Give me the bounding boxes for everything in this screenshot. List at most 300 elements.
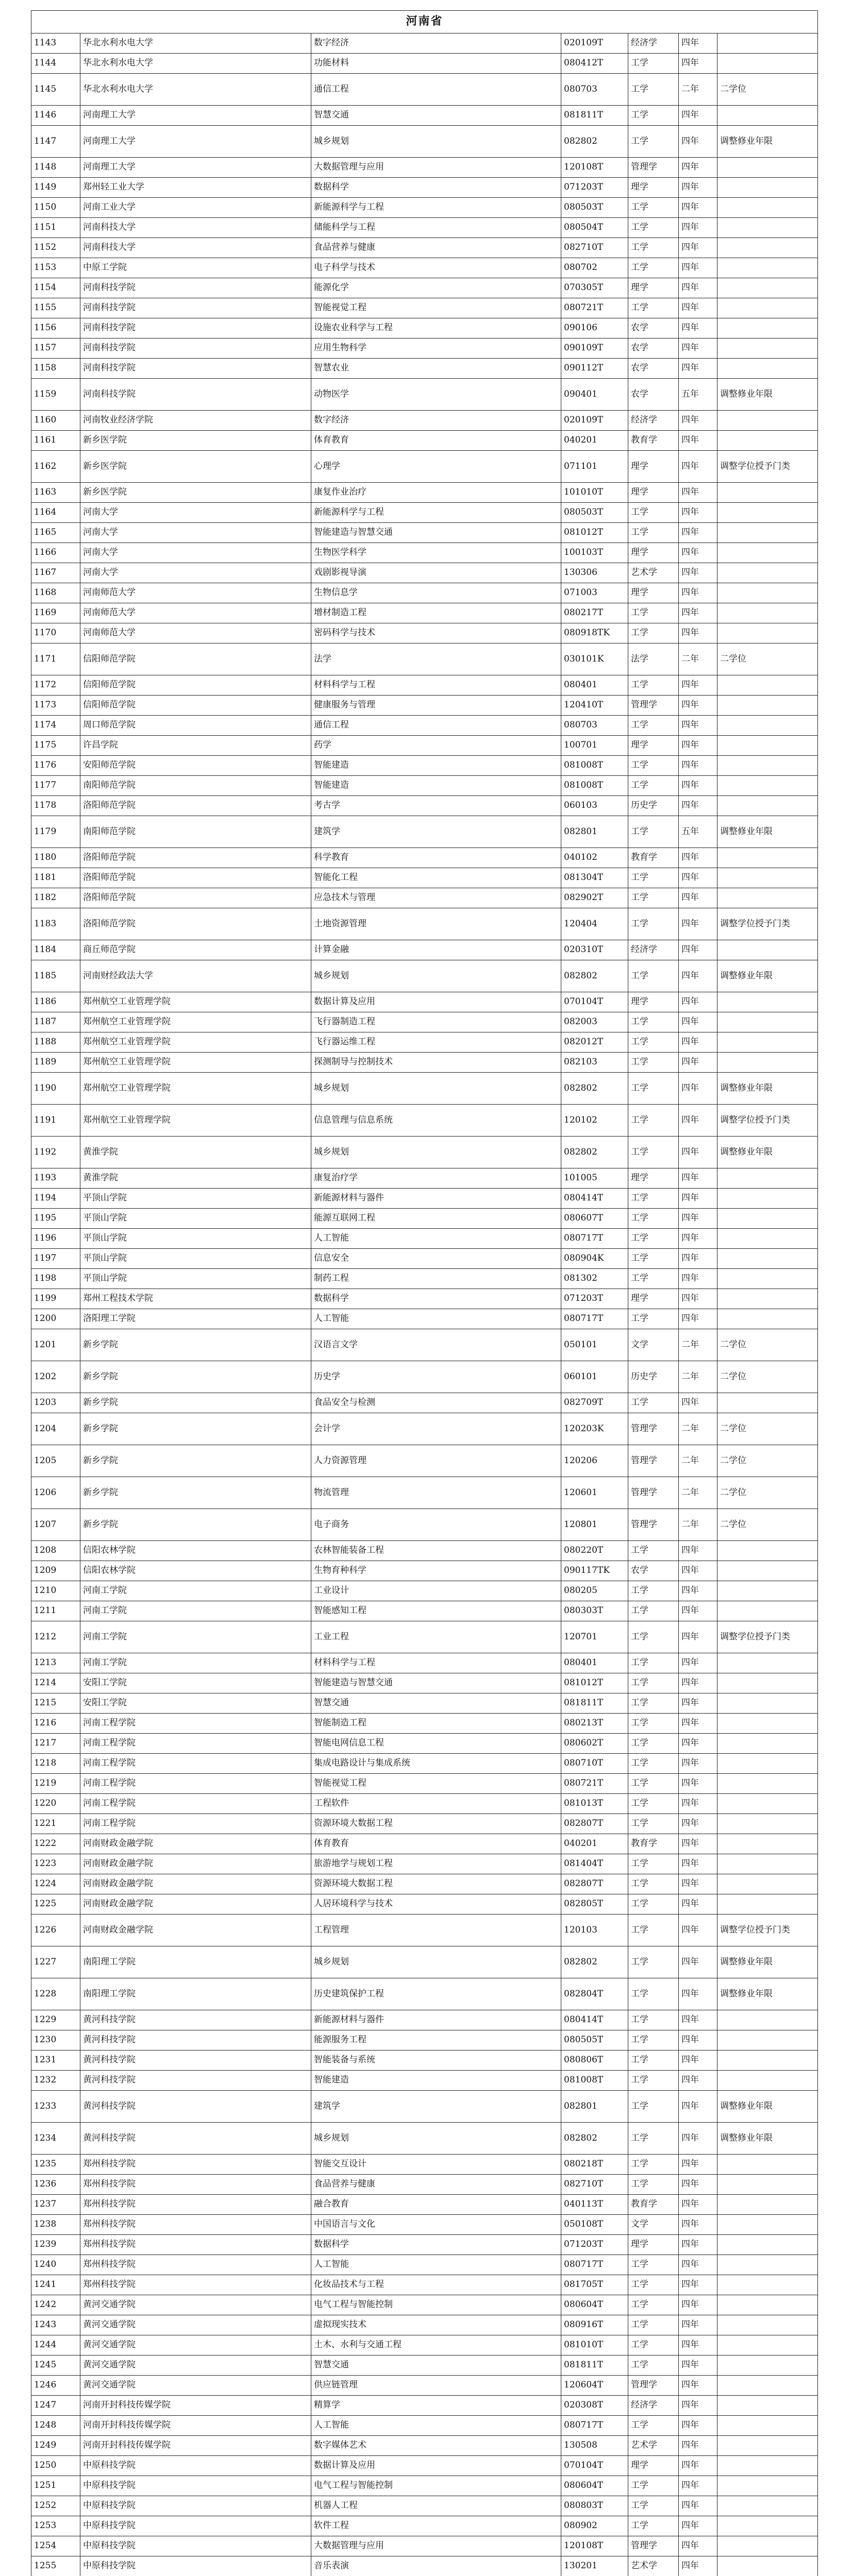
- school-name: 郑州航空工业管理学院: [80, 992, 311, 1012]
- remark: 调整修业年限: [717, 1946, 818, 1978]
- major-code: 082103: [561, 1053, 628, 1073]
- major-code: 082802: [561, 1946, 628, 1978]
- degree-category: 工学: [628, 523, 679, 543]
- major-name: 材料科学与工程: [311, 675, 561, 696]
- remark: 调整修业年限: [717, 126, 818, 158]
- major-code: 080916T: [561, 2315, 628, 2335]
- school-name: 郑州航空工业管理学院: [80, 1105, 311, 1137]
- major-name: 康复治疗学: [311, 1168, 561, 1189]
- row-number: 1172: [31, 675, 80, 696]
- remark: [717, 563, 818, 583]
- degree-category: 工学: [628, 1581, 679, 1601]
- school-name: 新乡医学院: [80, 431, 311, 451]
- school-name: 郑州科技学院: [80, 2195, 311, 2215]
- row-number: 1215: [31, 1693, 80, 1714]
- school-name: 信阳师范学院: [80, 675, 311, 696]
- province-title: 河南省: [31, 11, 818, 33]
- degree-category: 艺术学: [628, 2436, 679, 2456]
- major-code: 082003: [561, 1012, 628, 1032]
- row-number: 1242: [31, 2295, 80, 2315]
- study-length: 五年: [679, 816, 717, 848]
- degree-category: 历史学: [628, 796, 679, 816]
- study-length: 四年: [679, 2091, 717, 2123]
- remark: [717, 2071, 818, 2091]
- remark: [717, 868, 818, 888]
- table-row: [31, 359, 818, 379]
- school-name: 河南工学院: [80, 1653, 311, 1673]
- major-code: 080703: [561, 74, 628, 106]
- major-code: 081012T: [561, 1673, 628, 1693]
- row-number: 1150: [31, 198, 80, 218]
- school-name: 黄河交通学院: [80, 2376, 311, 2396]
- row-number: 1149: [31, 178, 80, 198]
- table-row: [31, 1754, 818, 1774]
- school-name: 河南工学院: [80, 1621, 311, 1653]
- school-name: 河南科技学院: [80, 298, 311, 318]
- degree-category: 工学: [628, 238, 679, 258]
- school-name: 中原科技学院: [80, 2536, 311, 2556]
- remark: [717, 158, 818, 178]
- major-name: 动物医学: [311, 379, 561, 411]
- school-name: 洛阳师范学院: [80, 888, 311, 908]
- major-name: 戏剧影视导演: [311, 563, 561, 583]
- table-row: [31, 338, 818, 359]
- school-name: 河南工程学院: [80, 1734, 311, 1754]
- degree-category: 理学: [628, 451, 679, 483]
- remark: [717, 1653, 818, 1673]
- table-row: [31, 1105, 818, 1137]
- major-name: 虚拟现实技术: [311, 2315, 561, 2335]
- table-row: [31, 1393, 818, 1413]
- major-name: 应急技术与管理: [311, 888, 561, 908]
- study-length: 四年: [679, 411, 717, 431]
- table-row: [31, 2335, 818, 2355]
- school-name: 华北水利水电大学: [80, 33, 311, 54]
- row-number: 1180: [31, 848, 80, 868]
- degree-category: 工学: [628, 106, 679, 126]
- study-length: 四年: [679, 503, 717, 523]
- major-name: 电气工程与智能控制: [311, 2295, 561, 2315]
- major-name: 农林智能装备工程: [311, 1541, 561, 1561]
- school-name: 南阳师范学院: [80, 776, 311, 796]
- remark: [717, 1794, 818, 1814]
- study-length: 四年: [679, 1914, 717, 1946]
- major-name: 能源互联网工程: [311, 1209, 561, 1229]
- degree-category: 工学: [628, 2071, 679, 2091]
- row-number: 1197: [31, 1249, 80, 1269]
- row-number: 1229: [31, 2010, 80, 2030]
- row-number: 1237: [31, 2195, 80, 2215]
- major-code: 081404T: [561, 1854, 628, 1874]
- school-name: 平顶山学院: [80, 1209, 311, 1229]
- degree-category: 理学: [628, 483, 679, 503]
- remark: [717, 2195, 818, 2215]
- school-name: 河南理工大学: [80, 126, 311, 158]
- major-name: 资源环境大数据工程: [311, 1874, 561, 1894]
- degree-category: 工学: [628, 298, 679, 318]
- degree-category: 工学: [628, 1012, 679, 1032]
- study-length: 四年: [679, 1774, 717, 1794]
- degree-category: 艺术学: [628, 2556, 679, 2576]
- row-number: 1152: [31, 238, 80, 258]
- major-name: 机器人工程: [311, 2496, 561, 2516]
- major-name: 汉语言文学: [311, 1329, 561, 1361]
- school-name: 河南工学院: [80, 1601, 311, 1621]
- row-number: 1178: [31, 796, 80, 816]
- major-code: 130306: [561, 563, 628, 583]
- major-name: 新能源科学与工程: [311, 503, 561, 523]
- major-name: 数据计算及应用: [311, 2456, 561, 2476]
- major-name: 建筑学: [311, 816, 561, 848]
- table-row: [31, 1249, 818, 1269]
- row-number: 1170: [31, 623, 80, 643]
- school-name: 河南财政金融学院: [80, 1834, 311, 1854]
- study-length: 四年: [679, 675, 717, 696]
- degree-category: 工学: [628, 1693, 679, 1714]
- major-code: 080414T: [561, 1189, 628, 1209]
- major-name: 体育教育: [311, 1834, 561, 1854]
- study-length: 四年: [679, 2010, 717, 2030]
- school-name: 黄河交通学院: [80, 2355, 311, 2376]
- degree-category: 工学: [628, 1714, 679, 1734]
- remark: 二学位: [717, 1329, 818, 1361]
- table-row: [31, 1621, 818, 1653]
- remark: [717, 2536, 818, 2556]
- degree-category: 工学: [628, 1053, 679, 1073]
- major-code: 090117TK: [561, 1561, 628, 1581]
- remark: [717, 1269, 818, 1289]
- major-code: 082012T: [561, 1032, 628, 1053]
- table-row: [31, 563, 818, 583]
- major-code: 082807T: [561, 1814, 628, 1834]
- row-number: 1156: [31, 318, 80, 338]
- study-length: 四年: [679, 1561, 717, 1581]
- major-name: 城乡规划: [311, 1073, 561, 1105]
- major-code: 090109T: [561, 338, 628, 359]
- remark: [717, 1581, 818, 1601]
- remark: [717, 238, 818, 258]
- table-row: [31, 523, 818, 543]
- degree-category: 工学: [628, 1794, 679, 1814]
- school-name: 华北水利水电大学: [80, 74, 311, 106]
- row-number: 1174: [31, 716, 80, 736]
- school-name: 中原科技学院: [80, 2516, 311, 2536]
- row-number: 1191: [31, 1105, 80, 1137]
- degree-category: 工学: [628, 2496, 679, 2516]
- study-length: 四年: [679, 2215, 717, 2235]
- major-code: 071203T: [561, 178, 628, 198]
- remark: 二学位: [717, 1413, 818, 1445]
- study-length: 四年: [679, 1012, 717, 1032]
- major-code: 080803T: [561, 2496, 628, 2516]
- degree-category: 工学: [628, 2476, 679, 2496]
- major-code: 020109T: [561, 33, 628, 54]
- table-row: [31, 848, 818, 868]
- table-row: [31, 1053, 818, 1073]
- major-code: 040113T: [561, 2195, 628, 2215]
- study-length: 四年: [679, 2071, 717, 2091]
- table-row: [31, 992, 818, 1012]
- table-row: [31, 503, 818, 523]
- row-number: 1160: [31, 411, 80, 431]
- row-number: 1189: [31, 1053, 80, 1073]
- school-name: 平顶山学院: [80, 1269, 311, 1289]
- degree-category: 理学: [628, 736, 679, 756]
- remark: 调整学位授予门类: [717, 1621, 818, 1653]
- school-name: 郑州工程技术学院: [80, 1289, 311, 1309]
- school-name: 黄淮学院: [80, 1168, 311, 1189]
- remark: [717, 716, 818, 736]
- major-name: 探测制导与控制技术: [311, 1053, 561, 1073]
- major-name: 城乡规划: [311, 960, 561, 992]
- major-code: 080902: [561, 2516, 628, 2536]
- table-row: [31, 298, 818, 318]
- major-code: 080717T: [561, 1229, 628, 1249]
- major-name: 新能源材料与器件: [311, 1189, 561, 1209]
- major-code: 030101K: [561, 643, 628, 675]
- major-name: 城乡规划: [311, 1137, 561, 1168]
- school-name: 安阳师范学院: [80, 756, 311, 776]
- table-row: [31, 126, 818, 158]
- major-code: 080503T: [561, 198, 628, 218]
- major-name: 智能感知工程: [311, 1601, 561, 1621]
- remark: [717, 2050, 818, 2071]
- major-name: 智能装备与系统: [311, 2050, 561, 2071]
- major-code: 120206: [561, 1445, 628, 1477]
- major-code: 081008T: [561, 756, 628, 776]
- study-length: 四年: [679, 1541, 717, 1561]
- major-name: 中国语言与文化: [311, 2215, 561, 2235]
- table-row: [31, 2091, 818, 2123]
- row-number: 1220: [31, 1794, 80, 1814]
- school-name: 黄河科技学院: [80, 2010, 311, 2030]
- remark: [717, 583, 818, 603]
- remark: [717, 736, 818, 756]
- school-name: 河南科技学院: [80, 338, 311, 359]
- study-length: 四年: [679, 1734, 717, 1754]
- remark: [717, 2215, 818, 2235]
- remark: [717, 1601, 818, 1621]
- major-name: 数字经济: [311, 33, 561, 54]
- major-code: 130201: [561, 2556, 628, 2576]
- study-length: 四年: [679, 54, 717, 74]
- row-number: 1232: [31, 2071, 80, 2091]
- table-row: [31, 2456, 818, 2476]
- remark: [717, 1229, 818, 1249]
- remark: 调整学位授予门类: [717, 908, 818, 940]
- study-length: 二年: [679, 643, 717, 675]
- row-number: 1236: [31, 2175, 80, 2195]
- table-row: [31, 1361, 818, 1393]
- major-code: 080401: [561, 675, 628, 696]
- major-code: 080604T: [561, 2476, 628, 2496]
- school-name: 河南工程学院: [80, 1754, 311, 1774]
- major-name: 人工智能: [311, 1309, 561, 1329]
- row-number: 1212: [31, 1621, 80, 1653]
- table-row: [31, 2355, 818, 2376]
- remark: [717, 675, 818, 696]
- table-row: [31, 2215, 818, 2235]
- study-length: 四年: [679, 2476, 717, 2496]
- major-code: 060101: [561, 1361, 628, 1393]
- degree-category: 历史学: [628, 1361, 679, 1393]
- major-name: 增材制造工程: [311, 603, 561, 623]
- school-name: 郑州科技学院: [80, 2215, 311, 2235]
- remark: [717, 2335, 818, 2355]
- major-name: 智能建造与智慧交通: [311, 523, 561, 543]
- row-number: 1222: [31, 1834, 80, 1854]
- major-code: 050108T: [561, 2215, 628, 2235]
- major-code: 082710T: [561, 238, 628, 258]
- remark: [717, 2376, 818, 2396]
- table-row: [31, 2416, 818, 2436]
- table-row: [31, 908, 818, 940]
- remark: [717, 1249, 818, 1269]
- degree-category: 工学: [628, 1249, 679, 1269]
- major-name: 智能制造工程: [311, 1714, 561, 1734]
- row-number: 1246: [31, 2376, 80, 2396]
- degree-category: 管理学: [628, 696, 679, 716]
- major-code: 082801: [561, 816, 628, 848]
- study-length: 二年: [679, 1477, 717, 1509]
- major-name: 智慧交通: [311, 2355, 561, 2376]
- degree-category: 农学: [628, 338, 679, 359]
- study-length: 四年: [679, 2175, 717, 2195]
- row-number: 1155: [31, 298, 80, 318]
- study-length: 四年: [679, 2335, 717, 2355]
- table-row: [31, 675, 818, 696]
- degree-category: 管理学: [628, 1445, 679, 1477]
- major-code: 101010T: [561, 483, 628, 503]
- degree-category: 理学: [628, 178, 679, 198]
- major-name: 考古学: [311, 796, 561, 816]
- row-number: 1216: [31, 1714, 80, 1734]
- row-number: 1185: [31, 960, 80, 992]
- school-name: 郑州科技学院: [80, 2175, 311, 2195]
- study-length: 四年: [679, 543, 717, 563]
- degree-category: 工学: [628, 756, 679, 776]
- table-row: [31, 2123, 818, 2155]
- table-row: [31, 816, 818, 848]
- degree-category: 管理学: [628, 2536, 679, 2556]
- study-length: 四年: [679, 359, 717, 379]
- major-name: 数据科学: [311, 1289, 561, 1309]
- major-name: 大数据管理与应用: [311, 158, 561, 178]
- school-name: 平顶山学院: [80, 1229, 311, 1249]
- degree-category: 工学: [628, 1269, 679, 1289]
- remark: [717, 106, 818, 126]
- study-length: 四年: [679, 1105, 717, 1137]
- school-name: 河南开封科技传媒学院: [80, 2416, 311, 2436]
- row-number: 1203: [31, 1393, 80, 1413]
- major-name: 应用生物科学: [311, 338, 561, 359]
- major-code: 080602T: [561, 1734, 628, 1754]
- study-length: 四年: [679, 238, 717, 258]
- remark: [717, 1673, 818, 1693]
- major-code: 120404: [561, 908, 628, 940]
- study-length: 二年: [679, 1445, 717, 1477]
- row-number: 1187: [31, 1012, 80, 1032]
- table-row: [31, 431, 818, 451]
- table-row: [31, 74, 818, 106]
- major-code: 120601: [561, 1477, 628, 1509]
- remark: [717, 2235, 818, 2255]
- study-length: 四年: [679, 2050, 717, 2071]
- study-length: 四年: [679, 198, 717, 218]
- table-row: [31, 776, 818, 796]
- remark: 二学位: [717, 643, 818, 675]
- major-code: 020310T: [561, 940, 628, 960]
- major-code: 081811T: [561, 2355, 628, 2376]
- major-name: 工程软件: [311, 1794, 561, 1814]
- row-number: 1224: [31, 1874, 80, 1894]
- major-code: 080904K: [561, 1249, 628, 1269]
- major-name: 通信工程: [311, 716, 561, 736]
- remark: 二学位: [717, 74, 818, 106]
- major-name: 历史建筑保护工程: [311, 1978, 561, 2010]
- major-code: 080505T: [561, 2030, 628, 2050]
- degree-category: 理学: [628, 1168, 679, 1189]
- major-name: 新能源科学与工程: [311, 198, 561, 218]
- table-row: [31, 2476, 818, 2496]
- remark: 调整学位授予门类: [717, 1914, 818, 1946]
- major-code: 071203T: [561, 1289, 628, 1309]
- major-code: 080703: [561, 716, 628, 736]
- study-length: 四年: [679, 2315, 717, 2335]
- table-row: [31, 33, 818, 54]
- remark: [717, 359, 818, 379]
- row-number: 1194: [31, 1189, 80, 1209]
- row-number: 1175: [31, 736, 80, 756]
- degree-category: 管理学: [628, 158, 679, 178]
- major-name: 人工智能: [311, 1229, 561, 1249]
- table-row: [31, 1309, 818, 1329]
- school-name: 黄河科技学院: [80, 2091, 311, 2123]
- remark: [717, 2476, 818, 2496]
- major-name: 计算金融: [311, 940, 561, 960]
- remark: [717, 1834, 818, 1854]
- degree-category: 工学: [628, 1229, 679, 1249]
- study-length: 四年: [679, 2030, 717, 2050]
- degree-category: 工学: [628, 2010, 679, 2030]
- table-row: [31, 1269, 818, 1289]
- major-code: 080604T: [561, 2295, 628, 2315]
- major-name: 工程管理: [311, 1914, 561, 1946]
- remark: 调整修业年限: [717, 2123, 818, 2155]
- row-number: 1154: [31, 278, 80, 298]
- major-name: 电气工程与智能控制: [311, 2476, 561, 2496]
- table-row: [31, 1413, 818, 1445]
- table-row: [31, 2235, 818, 2255]
- study-length: 四年: [679, 2155, 717, 2175]
- remark: [717, 1309, 818, 1329]
- major-code: 071203T: [561, 2235, 628, 2255]
- remark: [717, 1714, 818, 1734]
- table-row: [31, 1914, 818, 1946]
- remark: [717, 888, 818, 908]
- school-name: 黄河交通学院: [80, 2295, 311, 2315]
- table-row: [31, 2315, 818, 2335]
- row-number: 1207: [31, 1509, 80, 1541]
- school-name: 信阳农林学院: [80, 1541, 311, 1561]
- remark: [717, 1754, 818, 1774]
- school-name: 中原科技学院: [80, 2476, 311, 2496]
- study-length: 二年: [679, 1329, 717, 1361]
- row-number: 1153: [31, 258, 80, 278]
- degree-category: 工学: [628, 1032, 679, 1053]
- major-name: 供应链管理: [311, 2376, 561, 2396]
- study-length: 四年: [679, 258, 717, 278]
